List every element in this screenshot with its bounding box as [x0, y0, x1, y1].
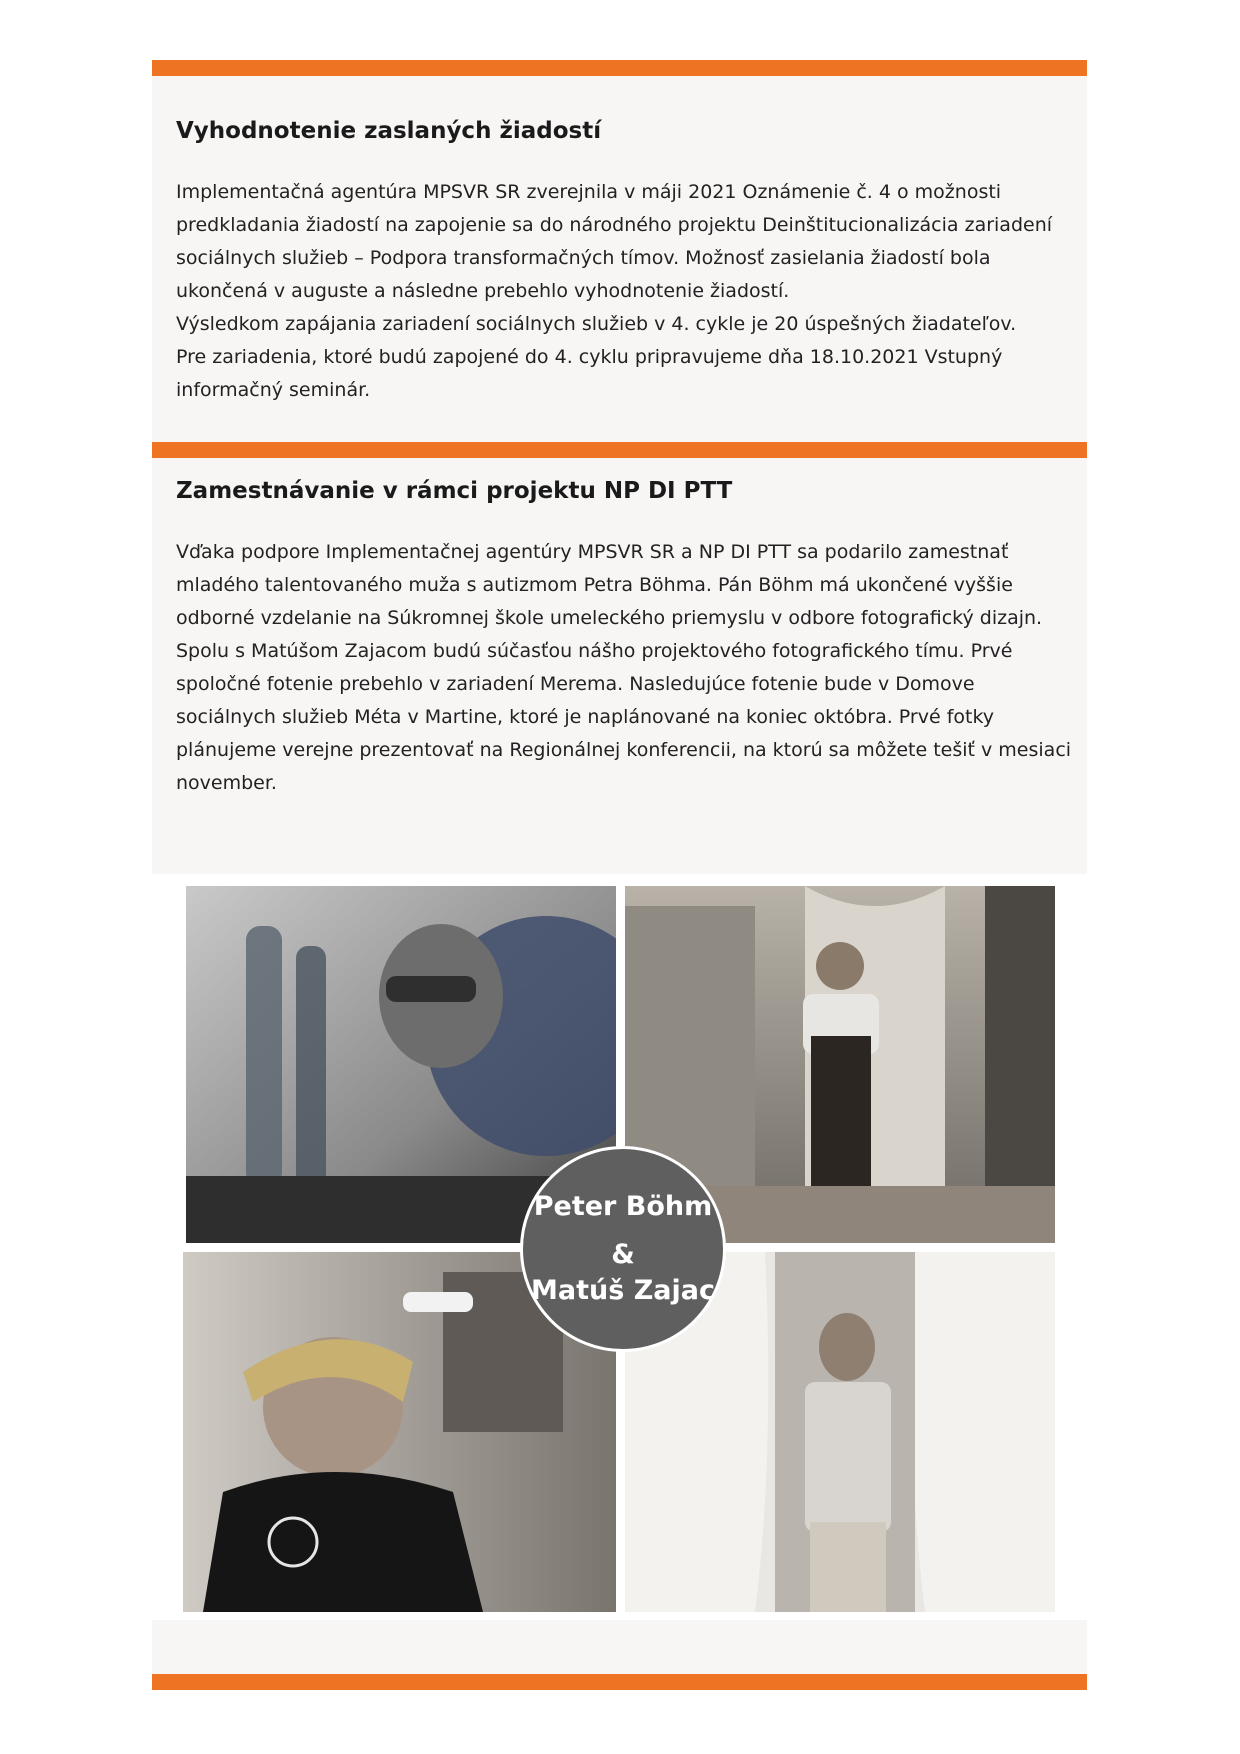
section-title-employment: Zamestnávanie v rámci projektu NP DI PTT — [176, 478, 733, 504]
badge-name-2: Matúš Zajac — [531, 1275, 715, 1306]
paragraph: Pre zariadenia, ktoré budú zapojené do 4. cyklu pripravujeme dňa 18.10.2021 Vstupný informačný seminár. — [176, 346, 1003, 401]
paragraph: Spolu s Matúšom Zajacom budú súčasťou nášho projektového fotografického tímu. Prvé spoločné fotenie prebehlo v zariadení Merema. Nasledujúce fotenie bude v Domove sociálnych služieb Méta v Martine, ktoré je naplánované na koniec októbra. Prvé fotky plánujeme verejne prezentovať na Regionálnej konferencii, na ktorú sa môžete tešiť v mesiaci november. — [176, 640, 1072, 794]
paragraph: Vďaka podpore Implementačnej agentúry MPSVR SR a NP DI PTT sa podarilo zamestnať mladého talentovaného muža s autizmom Petra Böhma. Pán Böhm má ukončené vyššie odborné vzdelanie na Súkromnej škole umeleckého priemyslu v odbore fotografický dizajn. — [176, 541, 1043, 629]
section-body-employment — [176, 536, 1076, 800]
section-title-evaluation: Vyhodnotenie zaslaných žiadostí — [176, 118, 602, 144]
middle-accent-bar — [152, 442, 1087, 458]
bottom-accent-bar — [152, 1674, 1087, 1690]
paragraph: Výsledkom zapájania zariadení sociálnych služieb v 4. cykle je 20 úspešných žiadateľov. — [176, 313, 1017, 335]
top-accent-bar — [152, 60, 1087, 76]
badge-ampersand: & — [611, 1239, 635, 1270]
badge-name-1: Peter Böhm — [533, 1191, 713, 1222]
section-body-evaluation — [176, 176, 1076, 407]
paragraph: Implementačná agentúra MPSVR SR zverejnila v máji 2021 Oznámenie č. 4 o možnosti predkladania žiadostí na zapojenie sa do národného projektu Deinštitucionalizácia zariadení sociálnych služieb – Podpora transformačných tímov. Možnosť zasielania žiadostí bola ukončená v auguste a následne prebehlo vyhodnotenie žiadostí. — [176, 181, 1053, 302]
bottom-panel-strip — [152, 1620, 1087, 1674]
photographers-badge — [520, 1146, 726, 1352]
